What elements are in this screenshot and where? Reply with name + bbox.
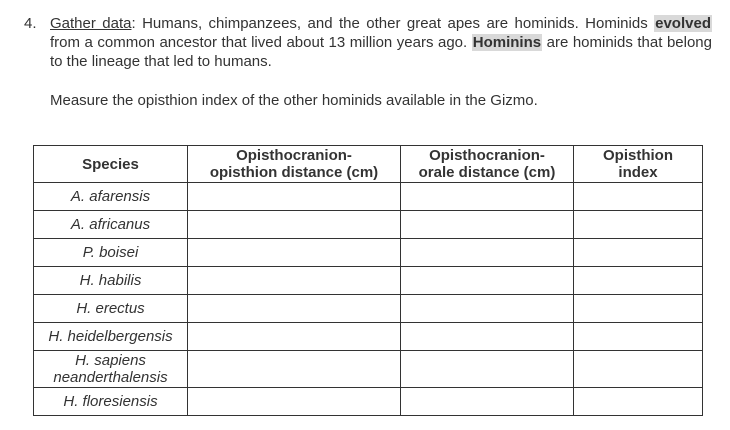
species-name: neanderthalensis: [53, 369, 168, 386]
opisthion-distance-cell[interactable]: [188, 351, 401, 388]
species-name: A. afarensis: [70, 188, 151, 205]
opisthion-index-cell[interactable]: [574, 183, 703, 211]
table-row: [34, 239, 703, 267]
table-row: [34, 211, 703, 239]
question-text: [50, 14, 712, 71]
table-row: [34, 323, 703, 351]
header-opisthion-index: [574, 146, 703, 183]
opisthion-index-cell[interactable]: [574, 295, 703, 323]
header-species: [34, 146, 188, 183]
orale-distance-cell[interactable]: [401, 239, 574, 267]
header-line: opisthion distance (cm): [209, 164, 379, 181]
header-species-label: Species: [82, 155, 139, 173]
species-name: H. floresiensis: [63, 393, 158, 410]
instruction-text: Measure the opisthion index of the other hominids available in the Gizmo.: [50, 92, 538, 109]
header-line: index: [618, 164, 658, 181]
vocab-term-evolved[interactable]: evolved: [655, 15, 711, 32]
table-row: [34, 388, 703, 416]
table-header-row: [34, 146, 703, 183]
header-line: Opisthocranion-: [236, 147, 352, 164]
table-row: [34, 351, 703, 388]
orale-distance-cell[interactable]: [401, 183, 574, 211]
opisthion-distance-cell[interactable]: [188, 211, 401, 239]
header-line: Opisthion: [603, 147, 673, 164]
orale-distance-cell[interactable]: [401, 388, 574, 416]
opisthion-index-cell[interactable]: [574, 388, 703, 416]
question-4: [24, 14, 712, 71]
species-cell: [34, 239, 188, 267]
opisthion-index-cell[interactable]: [574, 239, 703, 267]
species-cell: [34, 211, 188, 239]
header-line: Opisthocranion-: [429, 147, 545, 164]
species-name: A. africanus: [70, 216, 151, 233]
opisthion-distance-cell[interactable]: [188, 295, 401, 323]
opisthion-distance-cell[interactable]: [188, 323, 401, 351]
opisthion-index-table: [33, 145, 703, 416]
opisthion-index-cell[interactable]: [574, 323, 703, 351]
label-separator: :: [131, 15, 143, 32]
opisthion-index-cell[interactable]: [574, 267, 703, 295]
species-name: H. heidelbergensis: [48, 328, 173, 345]
opisthion-distance-cell[interactable]: [188, 183, 401, 211]
species-cell: [34, 388, 188, 416]
table-row: [34, 183, 703, 211]
orale-distance-cell[interactable]: [401, 351, 574, 388]
orale-distance-cell[interactable]: [401, 211, 574, 239]
opisthion-distance-cell[interactable]: [188, 239, 401, 267]
orale-distance-cell[interactable]: [401, 267, 574, 295]
question-text-part-2: from a common ancestor that lived about 13 million years ago.: [50, 34, 472, 51]
species-name: H. sapiens: [75, 352, 146, 369]
vocab-term-hominins[interactable]: Hominins: [472, 34, 542, 51]
opisthion-distance-cell[interactable]: [188, 267, 401, 295]
question-text-part-3: are hominids that belong to the lineage that led to humans.: [50, 34, 712, 70]
table-row: [34, 267, 703, 295]
species-name: H. erectus: [76, 300, 145, 317]
table-row: [34, 295, 703, 323]
species-cell: [34, 183, 188, 211]
header-opisthion-distance: [188, 146, 401, 183]
species-cell: [34, 323, 188, 351]
header-orale-distance: [401, 146, 574, 183]
species-cell: [34, 351, 188, 388]
species-cell: [34, 267, 188, 295]
species-cell: [34, 295, 188, 323]
opisthion-index-cell[interactable]: [574, 351, 703, 388]
orale-distance-cell[interactable]: [401, 295, 574, 323]
species-name: P. boisei: [82, 244, 139, 261]
orale-distance-cell[interactable]: [401, 323, 574, 351]
gather-data-label: Gather data: [50, 15, 132, 32]
header-line: orale distance (cm): [418, 164, 556, 181]
opisthion-index-cell[interactable]: [574, 211, 703, 239]
question-text-part-1: Humans, chimpanzees, and the other great apes are hominids. Hominids: [142, 15, 655, 32]
opisthion-distance-cell[interactable]: [188, 388, 401, 416]
question-number: 4.: [24, 15, 37, 32]
species-name: H. habilis: [79, 272, 142, 289]
